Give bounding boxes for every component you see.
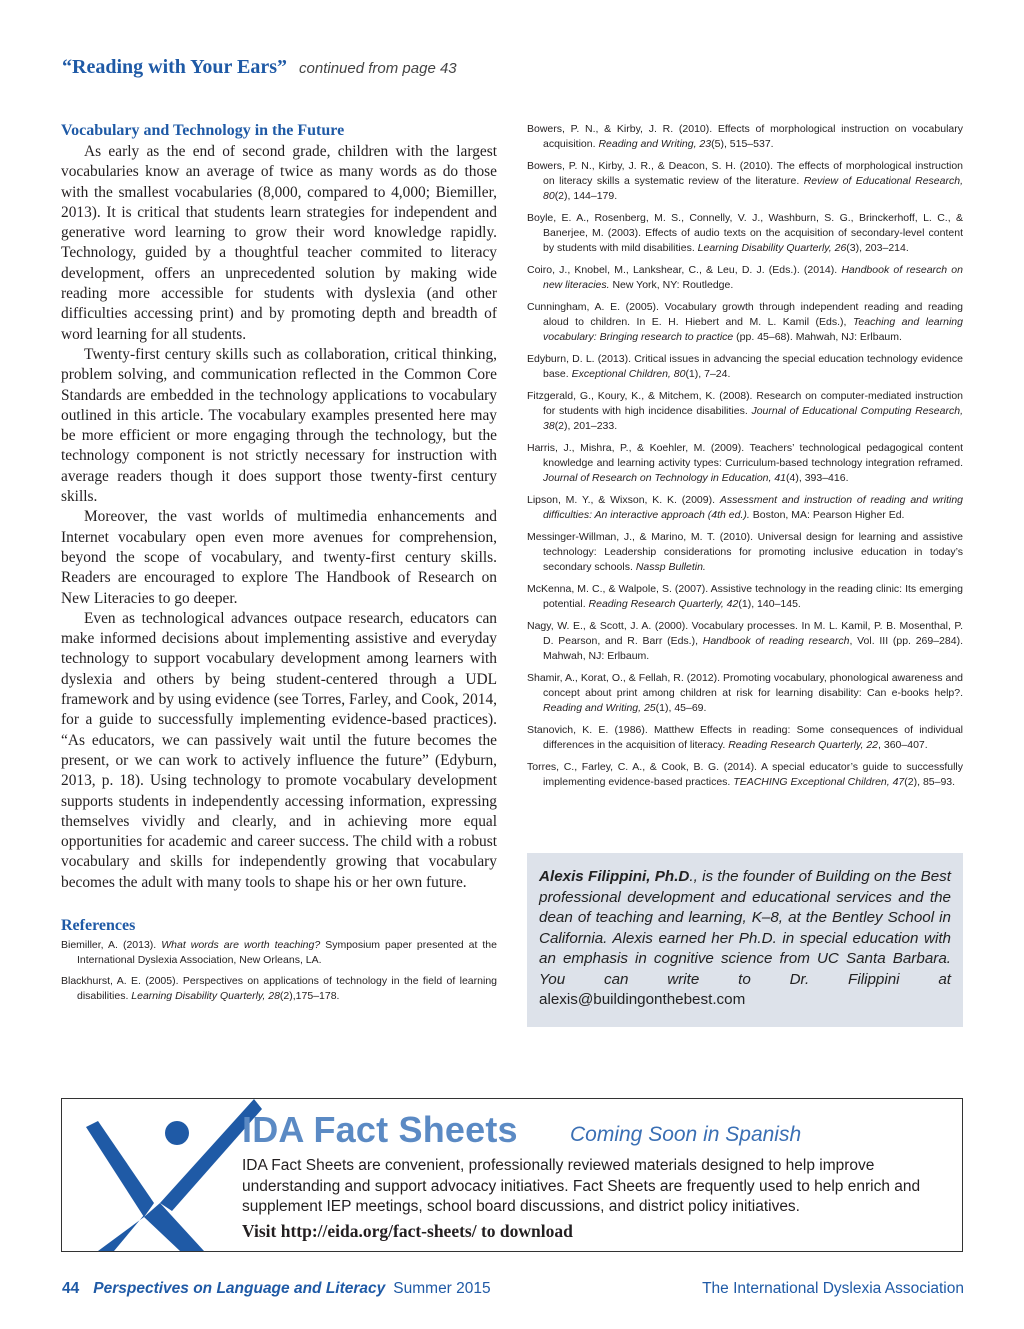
reference-item bbox=[527, 263, 963, 293]
left-column bbox=[61, 122, 497, 1010]
reference-source: Journal of Educational Computing Research, 38 bbox=[543, 405, 963, 432]
reference-source: Learning Disability Quarterly, 26 bbox=[697, 242, 847, 254]
reference-details: (2), 201–233. bbox=[554, 420, 618, 432]
reference-text: Edyburn, D. L. (2013). Critical issues in advancing the special education technology evidence base. bbox=[527, 353, 963, 380]
reference-source: Teaching and learning vocabulary: Bringing research to practice bbox=[543, 316, 963, 343]
reference-source: Reading Research Quarterly, 22 bbox=[728, 739, 879, 751]
reference-item bbox=[527, 441, 963, 486]
reference-source: Handbook of reading research bbox=[702, 635, 850, 647]
organization-name: The International Dyslexia Association bbox=[702, 1280, 964, 1297]
reference-item bbox=[527, 671, 963, 716]
reference-text: Harris, J., Mishra, P., & Koehler, M. (2009). Teachers’ technological pedagogical content knowledge and learning activity types: Curriculum-based technology integration reframed. bbox=[527, 442, 963, 469]
reference-item bbox=[527, 530, 963, 575]
issue-season: Summer 2015 bbox=[393, 1280, 491, 1297]
publication-name: Perspectives on Language and Literacy bbox=[93, 1280, 386, 1297]
ida-fact-sheets-ad bbox=[61, 1098, 963, 1252]
reference-item bbox=[527, 619, 963, 664]
ad-body: IDA Fact Sheets are convenient, professionally reviewed materials designed to help improve understanding and support advocacy initiatives. Fact Sheets are frequently used to help enrich and supplement IEP meetings, school board discussions, and district policy initiatives. bbox=[242, 1157, 921, 1215]
reference-item bbox=[527, 723, 963, 753]
reference-details: (2), 85–93. bbox=[904, 776, 956, 788]
author-bio-box bbox=[527, 853, 963, 1027]
reference-text: Torres, C., Farley, C. A., & Cook, B. G. (2014). A special educator’s guide to successfully implementing evidence-based practices. bbox=[527, 761, 963, 788]
right-column bbox=[527, 122, 963, 797]
reference-text: Cunningham, A. E. (2005). Vocabulary growth through independent reading and reading aloud to children. In E. H. Hiebert and M. L. Kamil (Eds.), bbox=[527, 301, 963, 328]
references-list-left bbox=[61, 938, 497, 1004]
reference-details: (2), 144–179. bbox=[554, 190, 618, 202]
reference-details: , Vol. III (pp. 269–284). Mahwah, NJ: Erlbaum. bbox=[543, 635, 963, 662]
paragraph: Twenty-first century skills such as collaboration, critical thinking, problem solving, and communication reflected in the Common Core Standards are embedded in the technology applications to vocabulary outlined in this article. The vocabulary examples presented here may be more efficient or more engaging through the technology, but the technology component is not strictly necessary for instruction with average readers though it does support those twenty-first century skills. bbox=[61, 345, 497, 506]
reference-source: Learning Disability Quarterly, 28 bbox=[131, 989, 280, 1002]
reference-text: Boyle, E. A., Rosenberg, M. S., Connelly, V. J., Washburn, S. G., Brinckerhoff, L. C., & Banerjee, M. (2003). Effects of audio texts on the acquisition of secondary-level content by students with mild disabilities. bbox=[527, 212, 963, 254]
reference-text: Lipson, M. Y., & Wixson, K. K. (2009). bbox=[527, 494, 720, 506]
reference-details: Boston, MA: Pearson Higher Ed. bbox=[749, 509, 905, 521]
reference-details: (2),175–178. bbox=[279, 989, 340, 1002]
ida-figure-logo-icon bbox=[84, 1099, 264, 1251]
reference-item bbox=[527, 582, 963, 612]
continued-note: continued from page 43 bbox=[299, 60, 457, 77]
reference-text: Biemiller, A. (2013). bbox=[61, 938, 162, 951]
reference-text: Shamir, A., Korat, O., & Fellah, R. (2012). Promoting vocabulary, phonological awareness and concept about print among children at risk for learning disability: Can e-books help?. bbox=[527, 672, 963, 699]
reference-item bbox=[527, 389, 963, 434]
reference-source: Review of Educational Research, 80 bbox=[543, 175, 963, 202]
reference-source: Exceptional Children, 80 bbox=[571, 368, 686, 380]
reference-source: Handbook of research on new literacies. bbox=[543, 264, 963, 291]
reference-source: TEACHING Exceptional Children, 47 bbox=[733, 776, 905, 788]
reference-item bbox=[527, 352, 963, 382]
reference-source: Nassp Bulletin. bbox=[635, 561, 706, 573]
reference-item bbox=[527, 159, 963, 204]
paragraph: Moreover, the vast worlds of multimedia enhancements and Internet vocabulary open even more avenues for comprehension, beyond the scope of vocabulary, and twenty-first century skills. Readers are encouraged to explore The Handbook of Research on New Literacies to go deeper. bbox=[61, 508, 497, 607]
reference-text: Bowers, P. N., & Kirby, J. R. (2010). Effects of morphological instruction on vocabulary acquisition. bbox=[527, 123, 963, 150]
reference-source: Reading and Writing, 25 bbox=[543, 702, 656, 714]
reference-source: Journal of Research on Technology in Education, 41 bbox=[543, 472, 787, 484]
references-heading: References bbox=[61, 916, 136, 934]
reference-details: Symposium paper presented at the International Dyslexia Association, New Orleans, LA. bbox=[77, 938, 497, 966]
reference-details: , 360–407. bbox=[878, 739, 928, 751]
reference-details: (4), 393–416. bbox=[786, 472, 849, 484]
reference-text: Stanovich, K. E. (1986). Matthew Effects in reading: Some consequences of individual differences in the acquisition of literacy. bbox=[527, 724, 963, 751]
ad-subtitle: Coming Soon in Spanish bbox=[570, 1123, 802, 1146]
reference-text: Coiro, J., Knobel, M., Lankshear, C., & Leu, D. J. (Eds.). (2014). bbox=[527, 264, 842, 276]
reference-details: (1), 7–24. bbox=[685, 368, 731, 380]
reference-details: New York, NY: Routledge. bbox=[609, 279, 734, 291]
bio-text: ., is the founder of Building on the Best professional development and educational services and the dean of teaching and learning, K–8, at the Bentley School in California. Alexis earned her Ph.D. in special education with an emphasis in cognitive science from UC Santa Barbara. You can write to Dr. Filippini at bbox=[539, 868, 951, 988]
reference-item bbox=[61, 974, 497, 1004]
article-title: “Reading with Your Ears” bbox=[62, 56, 288, 78]
reference-text: Bowers, P. N., Kirby, J. R., & Deacon, S. H. (2010). The effects of morphological instruction on literacy skills a systematic review of the literature. bbox=[527, 160, 963, 187]
paragraph: As early as the end of second grade, children with the largest vocabularies know an average of twice as many words as do those with the smallest vocabularies (8,000, compared to 4,000; Biemiller, 2013). It is critical that students learn strategies for independent and generative word learning to grow their word knowledge rapidly. Technology, guided by a thoughtful teacher commited to literacy development, offers an unprecedented solution by making wide reading more accessible for students with dyslexia (and other difficulties accessing print) and by promoting depth and breadth of word learning for all students. bbox=[61, 143, 497, 343]
reference-source: Reading and Writing, 23 bbox=[598, 138, 712, 150]
reference-details: (5), 515–537. bbox=[711, 138, 774, 150]
reference-item bbox=[527, 122, 963, 152]
reference-text: McKenna, M. C., & Walpole, S. (2007). Assistive technology in the reading clinic: Its emerging potential. bbox=[527, 583, 963, 610]
reference-source: Assessment and instruction of reading and writing difficulties: An interactive approach (4th ed.). bbox=[543, 494, 963, 521]
author-email-link[interactable]: alexis@buildingonthebest.com bbox=[539, 991, 746, 1008]
reference-text: Blackhurst, A. E. (2005). Perspectives on applications of technology in the field of learning disabilities. bbox=[61, 974, 497, 1002]
reference-text: Messinger-Willman, J., & Marino, M. T. (2010). Universal design for learning and assistive technology: Leadership considerations for promoting inclusive education in today’s secondary schools. bbox=[527, 531, 963, 573]
paragraph: Even as technological advances outpace research, educators can make informed decisions about implementing assistive and everyday technology to support vocabulary development among learners with dyslexia and others by being student-centered through a UDL framework and by using evidence (see Torres, Farley, and Cook, 2014, for a guide to successfully implementing evidence-based practices). “As educators, we can passively wait until the future becomes the present, or we can work to actively influence the future” (Edyburn, 2013, p. 18). Using technology to promote vocabulary development supports students in independently accessing information, expressing themselves vividly and clearly, and in achieving more equal opportunities for academic and career success. The child with a robust vocabulary and skills for independently growing that vocabulary becomes the adult with many tools to shape his or her own future. bbox=[61, 609, 497, 891]
author-name: Alexis Filippini, Ph.D bbox=[539, 868, 690, 885]
page-number: 44 bbox=[62, 1280, 80, 1297]
reference-source: What words are worth teaching? bbox=[161, 938, 321, 951]
reference-details: (pp. 45–68). Mahwah, NJ: Erlbaum. bbox=[733, 331, 902, 343]
references-list-right bbox=[527, 122, 963, 790]
reference-text: Fitzgerald, G., Koury, K., & Mitchem, K. (2008). Research on computer-mediated instruction for students with high incidence disabilities. bbox=[527, 390, 963, 417]
page-header bbox=[62, 56, 457, 79]
reference-item bbox=[527, 493, 963, 523]
reference-item bbox=[527, 760, 963, 790]
ad-visit-link[interactable]: Visit http://eida.org/fact-sheets/ to download bbox=[242, 1221, 573, 1241]
reference-item bbox=[527, 300, 963, 345]
reference-details: (3), 203–214. bbox=[846, 242, 909, 254]
reference-details: (1), 45–69. bbox=[655, 702, 707, 714]
author-bio bbox=[539, 867, 951, 1011]
reference-item bbox=[527, 211, 963, 256]
article-body bbox=[61, 142, 497, 893]
reference-text: Nagy, W. E., & Scott, J. A. (2000). Vocabulary processes. In M. L. Kamil, P. B. Mosenthal, P. D. Pearson, and R. Barr (Eds.), bbox=[527, 620, 963, 647]
section-heading: Vocabulary and Technology in the Future bbox=[61, 122, 345, 139]
ad-title: IDA Fact Sheets bbox=[242, 1109, 518, 1150]
reference-item bbox=[61, 938, 497, 968]
reference-source: Reading Research Quarterly, 42 bbox=[588, 598, 739, 610]
page-footer bbox=[62, 1280, 964, 1298]
reference-details: (1), 140–145. bbox=[738, 598, 801, 610]
